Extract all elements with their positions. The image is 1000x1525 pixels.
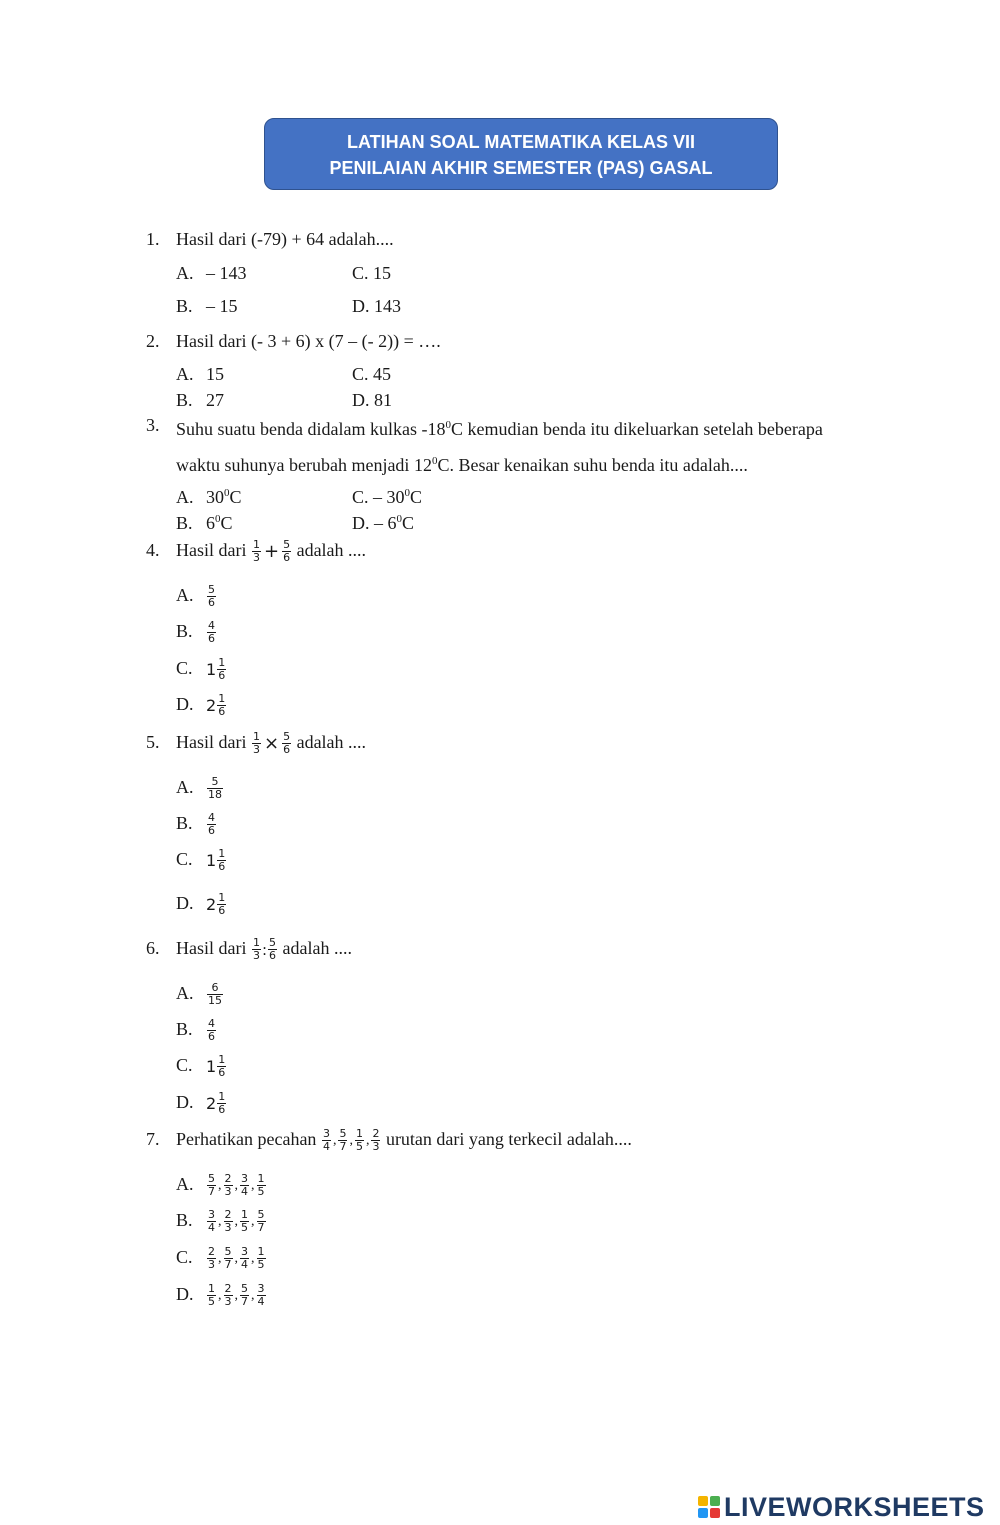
numerator: 2 bbox=[224, 1282, 232, 1296]
fraction bbox=[217, 657, 226, 682]
numerator: 1 bbox=[252, 936, 260, 950]
option-label: C. bbox=[352, 263, 369, 283]
comma: , bbox=[234, 1177, 238, 1193]
numerator: 5 bbox=[208, 583, 215, 597]
comma: , bbox=[234, 1287, 238, 1303]
denominator: 6 bbox=[208, 596, 215, 610]
option-label: A. bbox=[176, 364, 194, 384]
q7-option-a[interactable] bbox=[176, 1167, 267, 1203]
option-label: C. bbox=[352, 487, 369, 507]
denominator: 6 bbox=[208, 824, 215, 838]
denominator: 6 bbox=[208, 1030, 215, 1044]
text-part: adalah .... bbox=[296, 540, 367, 560]
q1-option-d[interactable] bbox=[352, 295, 401, 317]
denominator: 6 bbox=[283, 551, 291, 565]
degree-sup: 0 bbox=[396, 513, 402, 525]
q3-option-a[interactable] bbox=[176, 482, 242, 508]
option-label: A. bbox=[176, 1174, 194, 1194]
text-part: C. Besar kenaikan suhu benda itu adalah.... bbox=[437, 455, 748, 475]
text-part: Hasil dari bbox=[176, 732, 247, 752]
numerator: 2 bbox=[224, 1172, 232, 1186]
fraction bbox=[217, 693, 226, 718]
numerator: 2 bbox=[372, 1127, 380, 1141]
numerator: 3 bbox=[241, 1245, 248, 1259]
fraction bbox=[217, 1054, 226, 1079]
q5-option-b[interactable] bbox=[176, 806, 217, 840]
fraction bbox=[257, 1173, 266, 1198]
q6-option-d[interactable] bbox=[176, 1085, 227, 1121]
logo-text: LIVEWORKSHEETS bbox=[724, 1491, 985, 1522]
option-label: D. bbox=[352, 390, 370, 410]
numerator: 1 bbox=[218, 1090, 226, 1104]
denominator: 6 bbox=[283, 743, 291, 757]
fraction bbox=[240, 1209, 249, 1234]
logo-square-icon bbox=[698, 1496, 708, 1506]
q5-text bbox=[176, 725, 366, 761]
q3-option-d[interactable] bbox=[352, 508, 414, 534]
denominator: 3 bbox=[252, 949, 260, 963]
q7-number: 7. bbox=[146, 1129, 160, 1149]
fraction bbox=[224, 1283, 233, 1308]
fraction bbox=[355, 1128, 364, 1153]
q5-option-c[interactable] bbox=[176, 842, 227, 878]
q7-option-b[interactable] bbox=[176, 1203, 267, 1239]
fraction bbox=[207, 812, 216, 837]
option-value: 6 bbox=[206, 513, 215, 533]
fraction bbox=[224, 1209, 233, 1234]
whole-number: 1 bbox=[206, 1056, 217, 1076]
q5-number: 5. bbox=[146, 732, 160, 752]
denominator: 15 bbox=[208, 994, 222, 1008]
denominator: 3 bbox=[252, 551, 260, 565]
denominator: 7 bbox=[241, 1295, 248, 1309]
q6-number: 6. bbox=[146, 938, 160, 958]
denominator: 4 bbox=[322, 1140, 330, 1154]
denominator: 6 bbox=[218, 1066, 226, 1080]
option-label: C. bbox=[352, 364, 369, 384]
fraction bbox=[207, 1018, 216, 1043]
q4-option-a[interactable] bbox=[176, 578, 217, 612]
option-label: B. bbox=[176, 1019, 193, 1039]
comma: , bbox=[234, 1213, 238, 1229]
option-label: B. bbox=[176, 621, 193, 641]
fraction bbox=[207, 1246, 216, 1271]
text-part: adalah .... bbox=[296, 732, 367, 752]
text-part: Hasil dari bbox=[176, 540, 247, 560]
fraction bbox=[207, 982, 223, 1007]
q5-option-d[interactable] bbox=[176, 886, 227, 922]
option-value: – 30 bbox=[373, 487, 405, 507]
q3-option-b[interactable] bbox=[176, 508, 233, 534]
fraction bbox=[207, 1209, 216, 1234]
numerator: 3 bbox=[322, 1127, 330, 1141]
option-value: 15 bbox=[206, 364, 224, 384]
option-label: D. bbox=[352, 296, 370, 316]
whole-number: 2 bbox=[206, 1093, 217, 1113]
worksheet-title-box bbox=[264, 118, 778, 190]
comma: , bbox=[218, 1287, 222, 1303]
q7-text bbox=[176, 1122, 632, 1158]
fraction bbox=[252, 731, 261, 756]
unit: C bbox=[402, 513, 415, 533]
q1-option-b[interactable] bbox=[176, 295, 238, 317]
fraction bbox=[207, 1173, 216, 1198]
degree-sup: 0 bbox=[445, 419, 451, 431]
fraction bbox=[207, 776, 223, 801]
q3-text-line-2 bbox=[176, 450, 748, 476]
fraction bbox=[207, 584, 216, 609]
denominator: 4 bbox=[257, 1295, 265, 1309]
fraction bbox=[217, 892, 226, 917]
comma: , bbox=[365, 1132, 370, 1148]
option-label: D. bbox=[176, 694, 194, 714]
fraction bbox=[224, 1246, 233, 1271]
text-part: Hasil dari bbox=[176, 938, 247, 958]
fraction bbox=[257, 1283, 266, 1308]
numerator: 1 bbox=[218, 692, 226, 706]
option-label: C. bbox=[176, 658, 193, 678]
liveworksheets-logo bbox=[698, 1490, 985, 1524]
fraction bbox=[252, 937, 261, 962]
degree-sup: 0 bbox=[431, 455, 438, 467]
q6-option-a[interactable] bbox=[176, 976, 224, 1010]
unit: C bbox=[410, 487, 423, 507]
denominator: 6 bbox=[218, 1103, 226, 1117]
denominator: 6 bbox=[218, 904, 226, 918]
q2-option-c[interactable] bbox=[352, 363, 391, 385]
fraction bbox=[268, 937, 277, 962]
option-value: – 15 bbox=[206, 296, 238, 316]
option-label: C. bbox=[176, 849, 193, 869]
q3-number: 3. bbox=[146, 415, 160, 435]
comma: , bbox=[218, 1213, 222, 1229]
numerator: 5 bbox=[211, 775, 219, 789]
option-label: B. bbox=[176, 296, 193, 316]
q4-option-b[interactable] bbox=[176, 614, 217, 648]
fraction bbox=[217, 1091, 226, 1116]
option-label: B. bbox=[176, 390, 193, 410]
numerator: 1 bbox=[257, 1172, 265, 1186]
numerator: 2 bbox=[208, 1245, 215, 1259]
option-label: B. bbox=[176, 1210, 193, 1230]
fraction bbox=[207, 1283, 216, 1308]
denominator: 6 bbox=[208, 632, 215, 646]
option-label: C. bbox=[176, 1247, 193, 1267]
numerator: 1 bbox=[241, 1208, 248, 1222]
unit: C bbox=[229, 487, 242, 507]
denominator: 7 bbox=[339, 1140, 347, 1154]
text-part: adalah .... bbox=[282, 938, 353, 958]
denominator: 3 bbox=[224, 1295, 232, 1309]
fraction bbox=[217, 848, 226, 873]
q4-text bbox=[176, 533, 366, 569]
logo-mark-icon bbox=[698, 1496, 720, 1518]
denominator: 6 bbox=[218, 669, 226, 683]
denominator: 5 bbox=[241, 1221, 248, 1235]
q1-text: Hasil dari (-79) + 64 adalah.... bbox=[176, 229, 394, 249]
comma: , bbox=[251, 1250, 255, 1266]
numerator: 1 bbox=[257, 1245, 265, 1259]
option-value: 27 bbox=[206, 390, 224, 410]
title-line-2: PENILAIAN AKHIR SEMESTER (PAS) GASAL bbox=[329, 158, 713, 178]
q4-number: 4. bbox=[146, 540, 160, 560]
fraction bbox=[257, 1209, 266, 1234]
option-label: C. bbox=[176, 1055, 193, 1075]
option-label: D. bbox=[176, 1092, 194, 1112]
text-part: waktu suhunya berubah menjadi 12 bbox=[176, 455, 432, 475]
text-part: Suhu suatu benda didalam kulkas -18 bbox=[176, 419, 446, 439]
whole-number: 2 bbox=[206, 894, 217, 914]
q1-option-c[interactable] bbox=[352, 262, 391, 284]
whole-number: 1 bbox=[206, 659, 217, 679]
option-label: A. bbox=[176, 777, 194, 797]
denominator: 3 bbox=[252, 743, 260, 757]
option-label: A. bbox=[176, 487, 194, 507]
logo-square-icon bbox=[698, 1508, 708, 1518]
denominator: 6 bbox=[269, 949, 277, 963]
fraction bbox=[240, 1173, 249, 1198]
fraction bbox=[207, 620, 216, 645]
option-value: – 143 bbox=[206, 263, 247, 283]
fraction bbox=[257, 1246, 266, 1271]
text-part: urutan dari yang terkecil adalah.... bbox=[385, 1129, 632, 1149]
numerator: 5 bbox=[283, 538, 291, 552]
denominator: 18 bbox=[208, 788, 222, 802]
numerator: 3 bbox=[257, 1282, 265, 1296]
numerator: 4 bbox=[208, 1017, 215, 1031]
comma: , bbox=[251, 1213, 255, 1229]
option-label: D. bbox=[352, 513, 370, 533]
q2-text: Hasil dari (- 3 + 6) x (7 – (- 2)) = …. bbox=[176, 331, 441, 351]
q2-option-b[interactable] bbox=[176, 389, 224, 411]
q3-text-line-1 bbox=[176, 414, 823, 440]
numerator: 5 bbox=[269, 936, 277, 950]
fraction bbox=[371, 1128, 380, 1153]
denominator: 3 bbox=[208, 1258, 215, 1272]
option-value: 45 bbox=[373, 364, 392, 384]
option-label: A. bbox=[176, 263, 194, 283]
q6-text bbox=[176, 931, 352, 967]
fraction bbox=[338, 1128, 347, 1153]
degree-sup: 0 bbox=[224, 487, 230, 499]
numerator: 5 bbox=[283, 730, 291, 744]
whole-number: 1 bbox=[206, 850, 217, 870]
numerator: 1 bbox=[252, 538, 260, 552]
denominator: 5 bbox=[208, 1295, 215, 1309]
q7-option-d[interactable] bbox=[176, 1277, 267, 1313]
numerator: 5 bbox=[339, 1127, 347, 1141]
comma: , bbox=[234, 1250, 238, 1266]
denominator: 7 bbox=[224, 1258, 232, 1272]
operator: × bbox=[263, 732, 280, 754]
denominator: 7 bbox=[257, 1221, 265, 1235]
numerator: 6 bbox=[211, 981, 219, 995]
numerator: 4 bbox=[208, 811, 215, 825]
logo-square-icon bbox=[710, 1508, 720, 1518]
numerator: 5 bbox=[257, 1208, 265, 1222]
option-value: 30 bbox=[206, 487, 224, 507]
numerator: 3 bbox=[208, 1208, 215, 1222]
q2-option-a[interactable] bbox=[176, 363, 224, 385]
q6-option-c[interactable] bbox=[176, 1048, 227, 1084]
numerator: 1 bbox=[355, 1127, 363, 1141]
option-value: – 6 bbox=[374, 513, 397, 533]
q1-number: 1. bbox=[146, 229, 160, 249]
q4-option-c[interactable] bbox=[176, 651, 227, 687]
option-label: B. bbox=[176, 513, 193, 533]
comma: , bbox=[218, 1250, 222, 1266]
comma: , bbox=[218, 1177, 222, 1193]
fraction bbox=[240, 1283, 249, 1308]
numerator: 5 bbox=[241, 1282, 248, 1296]
denominator: 3 bbox=[224, 1185, 232, 1199]
denominator: 3 bbox=[372, 1140, 380, 1154]
whole-number: 2 bbox=[206, 695, 217, 715]
fraction bbox=[322, 1128, 331, 1153]
option-value: 15 bbox=[373, 263, 392, 283]
option-label: D. bbox=[176, 893, 194, 913]
option-value: 143 bbox=[374, 296, 401, 316]
numerator: 1 bbox=[218, 891, 226, 905]
q5-option-a[interactable] bbox=[176, 770, 224, 804]
numerator: 1 bbox=[208, 1282, 215, 1296]
numerator: 3 bbox=[241, 1172, 248, 1186]
comma: , bbox=[332, 1132, 337, 1148]
q7-option-c[interactable] bbox=[176, 1240, 267, 1276]
q2-number: 2. bbox=[146, 331, 160, 351]
comma: , bbox=[251, 1287, 255, 1303]
q3-option-c[interactable] bbox=[352, 482, 422, 508]
numerator: 1 bbox=[218, 1053, 226, 1067]
option-label: B. bbox=[176, 813, 193, 833]
denominator: 7 bbox=[208, 1185, 215, 1199]
option-value: 81 bbox=[374, 390, 392, 410]
denominator: 4 bbox=[241, 1185, 248, 1199]
option-label: A. bbox=[176, 585, 194, 605]
logo-square-icon bbox=[710, 1496, 720, 1506]
fraction bbox=[240, 1246, 249, 1271]
denominator: 4 bbox=[208, 1221, 215, 1235]
option-label: A. bbox=[176, 983, 194, 1003]
unit: C bbox=[220, 513, 233, 533]
operator: + bbox=[263, 540, 280, 562]
fraction bbox=[252, 539, 261, 564]
option-label: D. bbox=[176, 1284, 194, 1304]
q1-option-a[interactable] bbox=[176, 262, 247, 284]
q6-option-b[interactable] bbox=[176, 1012, 217, 1046]
comma: , bbox=[349, 1132, 353, 1148]
fraction bbox=[282, 731, 291, 756]
numerator: 1 bbox=[218, 656, 226, 670]
numerator: 4 bbox=[208, 619, 215, 633]
denominator: 5 bbox=[257, 1258, 265, 1272]
fraction bbox=[224, 1173, 233, 1198]
q2-option-d[interactable] bbox=[352, 389, 392, 411]
numerator: 1 bbox=[218, 847, 226, 861]
operator: : bbox=[261, 940, 268, 959]
q4-option-d[interactable] bbox=[176, 687, 227, 723]
numerator: 2 bbox=[224, 1208, 232, 1222]
denominator: 3 bbox=[224, 1221, 232, 1235]
denominator: 6 bbox=[218, 860, 226, 874]
text-part: C kemudian benda itu dikeluarkan setelah beberapa bbox=[450, 419, 823, 439]
denominator: 5 bbox=[257, 1185, 265, 1199]
denominator: 6 bbox=[218, 705, 226, 719]
degree-sup: 0 bbox=[404, 487, 411, 499]
comma: , bbox=[251, 1177, 255, 1193]
denominator: 4 bbox=[241, 1258, 248, 1272]
numerator: 1 bbox=[252, 730, 260, 744]
text-part: Perhatikan pecahan bbox=[176, 1129, 317, 1149]
title-line-1: LATIHAN SOAL MATEMATIKA KELAS VII bbox=[347, 132, 695, 152]
denominator: 5 bbox=[355, 1140, 363, 1154]
numerator: 5 bbox=[208, 1172, 215, 1186]
fraction bbox=[282, 539, 291, 564]
numerator: 5 bbox=[224, 1245, 232, 1259]
degree-sup: 0 bbox=[215, 513, 221, 525]
